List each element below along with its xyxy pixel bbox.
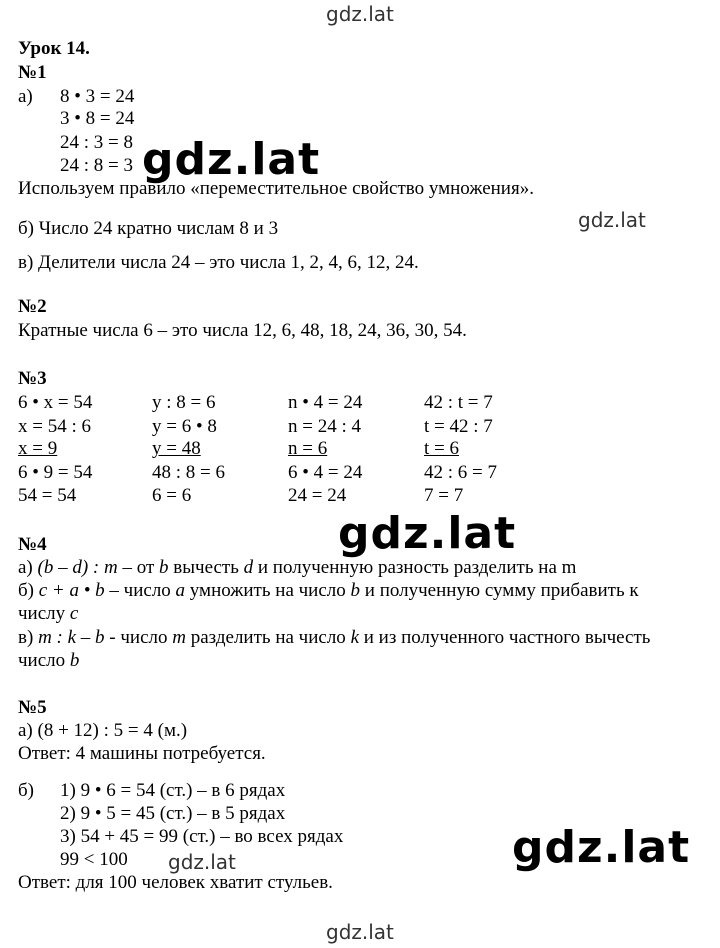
answer-line: число b <box>18 650 80 671</box>
equation: n • 4 = 24 <box>288 392 363 413</box>
equation: 42 : t = 7 <box>424 392 493 413</box>
watermark: gdz.lat <box>326 2 394 26</box>
exercise-number: №5 <box>18 697 47 718</box>
expression: c + a • b <box>38 580 105 601</box>
equation-result: y = 48 <box>152 438 201 459</box>
watermark: gdz.lat <box>512 822 691 873</box>
exercise-number: №1 <box>18 62 47 83</box>
equation: n = 24 : 4 <box>288 416 361 437</box>
check-line: 24 = 24 <box>288 485 347 506</box>
solution-step: 1) 9 • 6 = 54 (ст.) – в 6 рядах <box>60 780 286 801</box>
watermark: gdz.lat <box>578 208 646 232</box>
answer-text: Ответ: для 100 человек хватит стульев. <box>18 872 333 893</box>
exercise-number: №3 <box>18 368 47 389</box>
equation: y = 6 • 8 <box>152 416 217 437</box>
exercise-number: №4 <box>18 534 47 555</box>
equation-result: n = 6 <box>288 438 328 459</box>
answer-line: в) Делители числа 24 – это числа 1, 2, 4, 6, 12, 24. <box>18 252 419 273</box>
solution-step: 3) 54 + 45 = 99 (ст.) – во всех рядах <box>60 826 344 847</box>
check-line: 6 • 9 = 54 <box>18 462 93 483</box>
answer-line: б) Число 24 кратно числам 8 и 3 <box>18 218 279 239</box>
equation: 3 • 8 = 24 <box>60 108 135 129</box>
equation: 6 • x = 54 <box>18 392 93 413</box>
lesson-title: Урок 14. <box>18 38 90 59</box>
check-line: 6 = 6 <box>152 485 192 506</box>
check-line: 7 = 7 <box>424 485 464 506</box>
equation-result: x = 9 <box>18 438 58 459</box>
answer-line: в) m : k – b - число m разделить на число k и из полученного частного вычесть <box>18 627 651 648</box>
check-line: 42 : 6 = 7 <box>424 462 497 483</box>
solution-step: 2) 9 • 5 = 45 (ст.) – в 5 рядах <box>60 803 286 824</box>
watermark: gdz.lat <box>338 508 517 559</box>
equation: 8 • 3 = 24 <box>60 86 135 107</box>
watermark: gdz.lat <box>326 920 394 944</box>
exercise-number: №2 <box>18 296 47 317</box>
equation-result: t = 6 <box>424 438 459 459</box>
equation: x = 54 : 6 <box>18 416 91 437</box>
check-line: 54 = 54 <box>18 485 77 506</box>
equation: 24 : 3 = 8 <box>60 132 133 153</box>
expression: (b – d) : m <box>37 557 118 578</box>
rule-text: Используем правило «переместительное свойство умножения». <box>18 178 534 199</box>
equation: y : 8 = 6 <box>152 392 216 413</box>
watermark: gdz.lat <box>142 134 321 185</box>
check-line: 48 : 8 = 6 <box>152 462 225 483</box>
answer-line: числу c <box>18 603 79 624</box>
equation: а) (8 + 12) : 5 = 4 (м.) <box>18 720 188 741</box>
answer-line: Кратные числа 6 – это числа 12, 6, 48, 18, 24, 36, 30, 54. <box>18 320 467 341</box>
equation: t = 42 : 7 <box>424 416 493 437</box>
item-label: а) <box>18 86 33 107</box>
comparison: 99 < 100 <box>60 849 128 870</box>
equation: 24 : 8 = 3 <box>60 155 133 176</box>
item-label: б) <box>18 780 34 801</box>
answer-text: Ответ: 4 машины потребуется. <box>18 743 266 764</box>
expression: m : k – b <box>38 627 105 648</box>
answer-line: а) (b – d) : m – от b вычесть d и полученную разность разделить на m <box>18 557 577 578</box>
check-line: 6 • 4 = 24 <box>288 462 363 483</box>
answer-line: б) c + a • b – число a умножить на число b и полученную сумму прибавить к <box>18 580 639 601</box>
watermark: gdz.lat <box>168 850 236 874</box>
